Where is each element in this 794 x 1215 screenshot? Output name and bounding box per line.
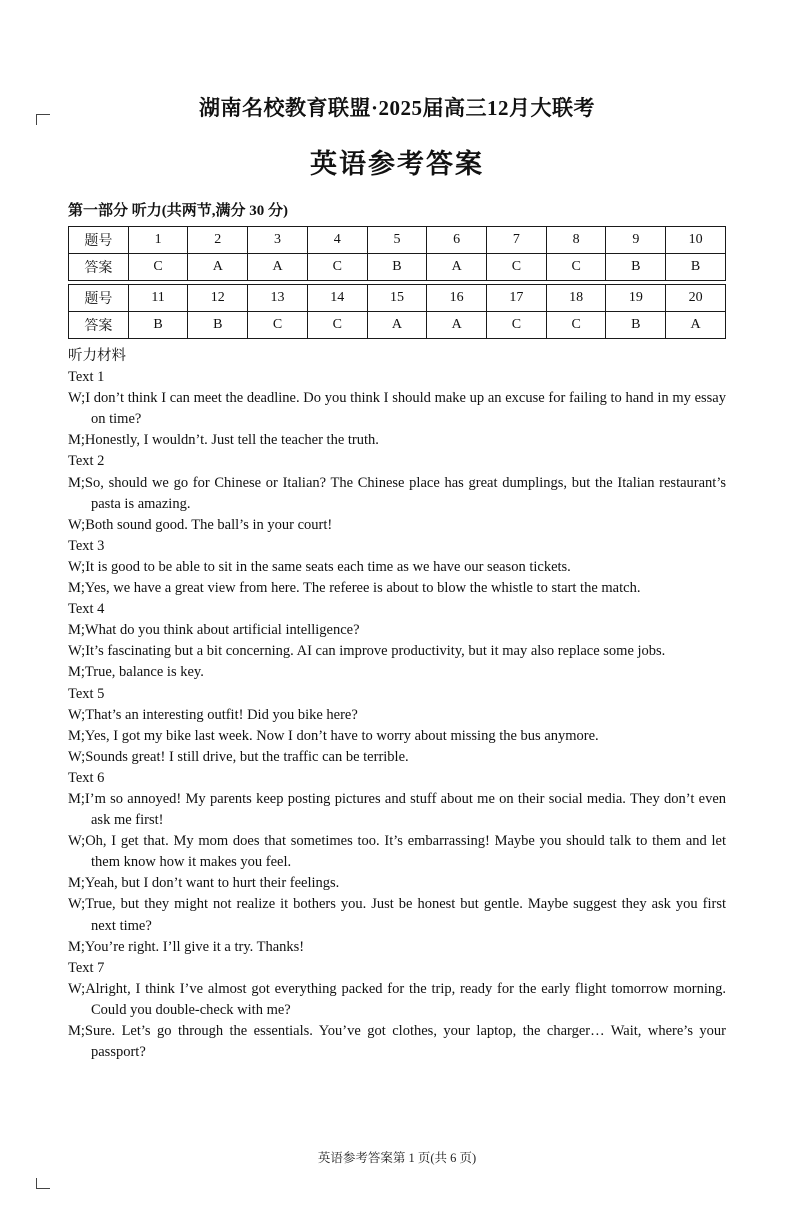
question-number: 3	[248, 227, 308, 254]
answer-cell: C	[307, 312, 367, 339]
speaker-label: W;	[68, 748, 86, 765]
dialogue-line	[68, 473, 726, 515]
text-section-heading: Text 5	[68, 685, 105, 702]
crop-mark-top-left	[36, 114, 50, 125]
question-number: 9	[606, 227, 666, 254]
question-number: 11	[128, 285, 188, 312]
dialogue-text: That’s an interesting outfit! Did you bike here?	[85, 706, 358, 723]
dialogue-line	[68, 1021, 726, 1063]
question-number: 1	[128, 227, 188, 254]
dialogue-text: Yeah, but I don’t want to hurt their feelings.	[84, 875, 340, 892]
text-section-heading: Text 6	[68, 769, 105, 786]
dialogue-text: Sure. Let’s go through the essentials. You’ve got clothes, your laptop, the charger… Wait, where’s your passport?	[84, 1023, 726, 1061]
dialogue-text: It’s fascinating but a bit concerning. AI can improve productivity, but it may also replace some jobs.	[85, 643, 666, 660]
dialogue-text: Yes, we have a great view from here. The referee is about to blow the whistle to start the match.	[84, 580, 641, 597]
page-footer: 英语参考答案第 1 页(共 6 页)	[317, 1151, 477, 1165]
dialogue-text: True, but they might not realize it bothers you. Just be honest but gentle. Maybe suggest they ask you first next time?	[85, 896, 726, 934]
answer-cell: B	[188, 312, 248, 339]
speaker-label: W;	[68, 516, 86, 533]
dialogue-line	[68, 705, 726, 726]
text-section-heading: Text 4	[68, 601, 105, 618]
question-number: 19	[606, 285, 666, 312]
answer-cell: A	[367, 312, 427, 339]
speaker-label: M;	[68, 1023, 85, 1039]
dialogue-text: Alright, I think I’ve almost got everything packed for the trip, ready for the early flight tomorrow morning. Could you double-check with me?	[85, 980, 726, 1018]
row-label: 题号	[69, 227, 129, 254]
dialogue-text: True, balance is key.	[84, 664, 204, 681]
answer-cell: B	[128, 312, 188, 339]
answer-row	[69, 254, 726, 281]
page	[0, 92, 794, 1063]
dialogue-text: I’m so annoyed! My parents keep posting pictures and stuff about me on their social media. They don’t even ask me first!	[84, 790, 726, 829]
text-section-heading: Text 2	[68, 453, 105, 470]
speaker-label: W;	[68, 980, 86, 997]
dialogue-text: Yes, I got my bike last week. Now I don’t have to worry about missing the bus anymore.	[84, 727, 599, 744]
answer-cell: B	[367, 254, 427, 281]
answer-cell: C	[307, 254, 367, 281]
dialogue-line	[68, 620, 726, 641]
speaker-label: W;	[68, 390, 86, 407]
dialogue-text: Honestly, I wouldn’t. Just tell the teacher the truth.	[84, 432, 379, 449]
dialogue-line	[68, 789, 726, 831]
dialogue-line	[68, 937, 726, 958]
question-number: 18	[546, 285, 606, 312]
dialogue-text: It is good to be able to sit in the same seats each time as we have our season tickets.	[85, 558, 571, 575]
materials-heading: 听力材料	[68, 348, 126, 364]
text-section-heading: Text 7	[68, 959, 105, 976]
answer-cell: A	[248, 254, 308, 281]
page-subtitle: 英语参考答案	[310, 149, 484, 179]
answer-cell: C	[248, 312, 308, 339]
dialogue-line	[68, 557, 726, 578]
section-heading: 第一部分 听力(共两节,满分 30 分)	[68, 203, 288, 219]
question-number: 6	[427, 227, 487, 254]
question-number: 13	[248, 285, 308, 312]
answer-table-2	[68, 284, 726, 339]
dialogue-line	[68, 894, 726, 936]
question-number: 10	[666, 227, 726, 254]
speaker-label: W;	[68, 643, 86, 660]
dialogue-line	[68, 726, 726, 747]
question-number: 2	[188, 227, 248, 254]
text-section-heading: Text 3	[68, 537, 105, 554]
answer-cell: C	[546, 312, 606, 339]
question-number: 4	[307, 227, 367, 254]
speaker-label: W;	[68, 706, 86, 723]
dialogue-line	[68, 515, 726, 536]
answer-table-1	[68, 226, 726, 281]
speaker-label: M;	[68, 790, 85, 807]
dialogue-line	[68, 578, 726, 599]
speaker-label: M;	[68, 875, 85, 892]
dialogue-line	[68, 641, 726, 662]
answer-cell: B	[606, 254, 666, 281]
answer-row	[69, 312, 726, 339]
question-number: 14	[307, 285, 367, 312]
dialogue-line	[68, 662, 726, 683]
speaker-label: M;	[68, 474, 85, 491]
answer-cell: B	[606, 312, 666, 339]
row-label: 答案	[69, 312, 129, 339]
dialogue-line	[68, 388, 726, 430]
answer-cell: C	[487, 312, 547, 339]
speaker-label: M;	[68, 580, 85, 597]
speaker-label: W;	[68, 896, 86, 913]
dialogue-text: I don’t think I can meet the deadline. Do you think I should make up an excuse for failing to hand in my essay on time?	[85, 390, 726, 428]
question-number: 7	[487, 227, 547, 254]
question-number: 8	[546, 227, 606, 254]
question-number-row	[69, 285, 726, 312]
dialogue-text: So, should we go for Chinese or Italian? The Chinese place has great dumplings, but the Italian restaurant’s pasta is amazing.	[84, 474, 726, 512]
question-number-row	[69, 227, 726, 254]
speaker-label: M;	[68, 727, 85, 744]
speaker-label: M;	[68, 622, 85, 639]
dialogue-text: Oh, I get that. My mom does that sometimes too. It’s embarrassing! Maybe you should talk to them and let them know how it makes you feel.	[85, 833, 726, 871]
answer-cell: C	[487, 254, 547, 281]
question-number: 16	[427, 285, 487, 312]
answer-cell: A	[427, 254, 487, 281]
speaker-label: W;	[68, 558, 86, 575]
answer-cell: A	[427, 312, 487, 339]
dialogue-line	[68, 873, 726, 894]
crop-mark-bottom-left	[36, 1178, 50, 1189]
question-number: 5	[367, 227, 427, 254]
page-title: 湖南名校教育联盟·2025届高三12月大联考	[198, 96, 595, 120]
answer-cell: A	[666, 312, 726, 339]
question-number: 17	[487, 285, 547, 312]
dialogue-text: Both sound good. The ball’s in your court!	[85, 516, 333, 533]
dialogue-line	[68, 747, 726, 768]
question-number: 15	[367, 285, 427, 312]
answer-cell: C	[128, 254, 188, 281]
dialogue-line	[68, 831, 726, 873]
speaker-label: M;	[68, 432, 85, 449]
answer-cell: B	[666, 254, 726, 281]
answer-cell: A	[188, 254, 248, 281]
dialogue-line	[68, 979, 726, 1021]
answer-cell: C	[546, 254, 606, 281]
speaker-label: W;	[68, 833, 86, 850]
speaker-label: M;	[68, 664, 85, 681]
row-label: 答案	[69, 254, 129, 281]
text-section-heading: Text 1	[68, 369, 105, 386]
dialogue-text: Sounds great! I still drive, but the traffic can be terrible.	[85, 748, 409, 765]
speaker-label: M;	[68, 938, 85, 955]
question-number: 20	[666, 285, 726, 312]
row-label: 题号	[69, 285, 129, 312]
question-number: 12	[188, 285, 248, 312]
dialogue-text: You’re right. I’ll give it a try. Thanks!	[84, 938, 305, 955]
dialogue-text: What do you think about artificial intelligence?	[84, 622, 360, 639]
dialogue-line	[68, 430, 726, 451]
listening-transcript	[68, 346, 726, 1063]
